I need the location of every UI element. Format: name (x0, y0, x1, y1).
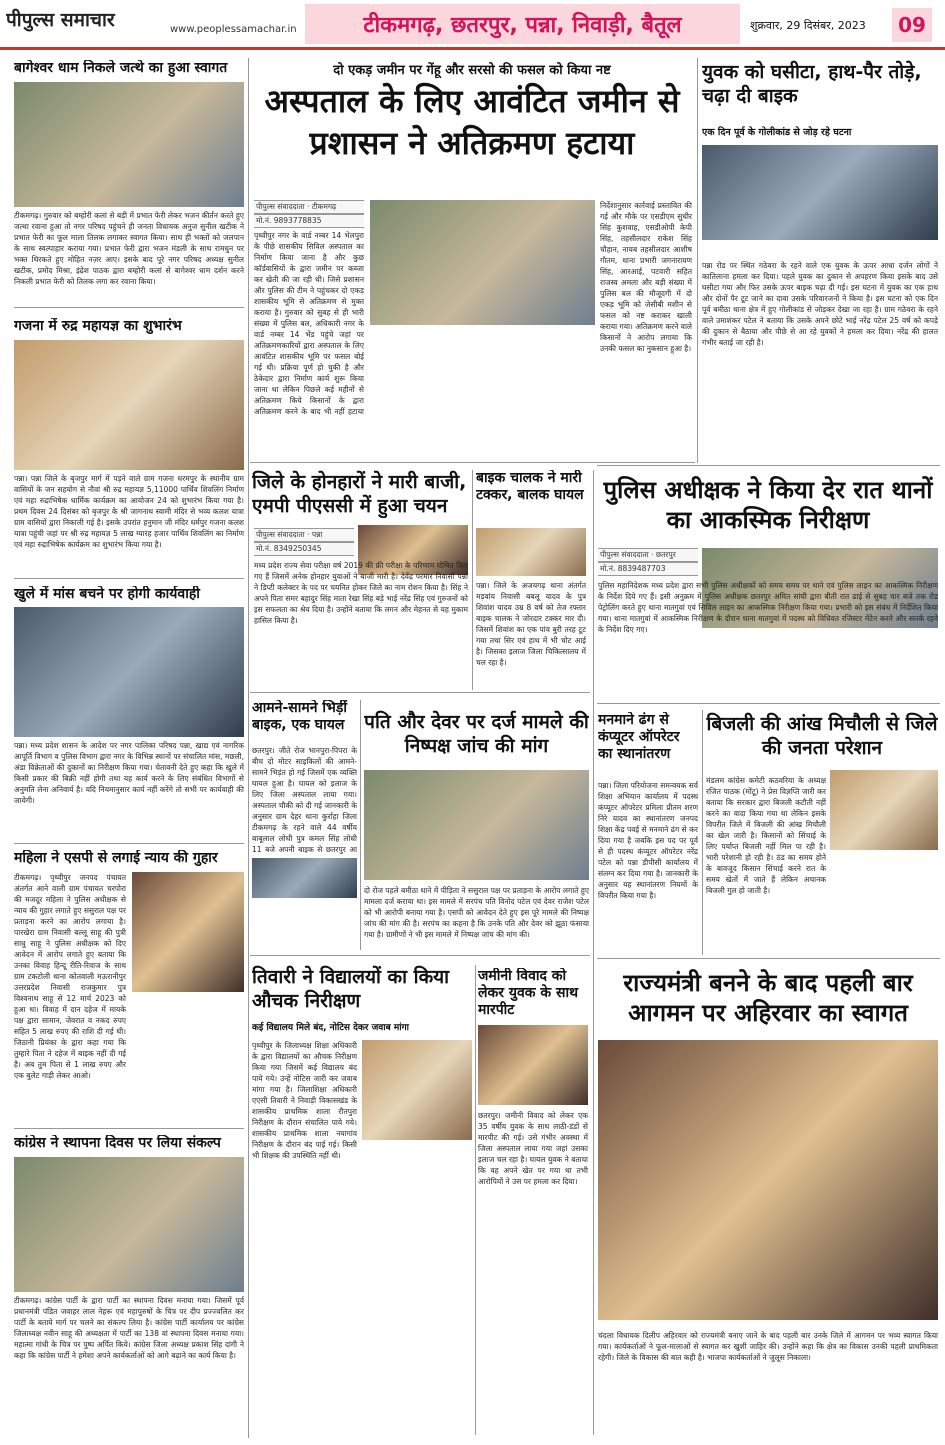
lead-article-b: निर्देशानुसार कार्रवाई प्रस्तावित की गई और मौके पर एसडीएम सुधीर सिंह कुशवाह, एसडीओपी केपी सिंह, तहसीलदार राकेश सिंह चौहान, नायब तहसीलदार आशीष गौतम, थाना प्रभारी जगनारायण सिंह, आरआई, पटवारी सहित राजस्व अमला और बड़ी संख्या में पुलिस बल की मौजूदगी में दो एकड़ भूमि को जेसीबी मशीन से फसल को नष्ट कराकर खाली कराया गया। अतिक्रमण करने वाले किसानों ने आरोप लगाया कि उनकी फसल का नुकसान हुआ है। (600, 201, 692, 353)
headline-youth-dragged: युवक को घसीटा, हाथ-पैर तोड़े, चढ़ा दी बाइक (702, 61, 922, 107)
article-congress: टीकमगढ़। कांग्रेस पार्टी के द्वारा पार्टी का स्थापना दिवस मनाया गया। जिसमें पूर्व प्रधानमंत्री पंडित जवाहर लाल नेहरू एवं महापुरुषों के चित्र पर दीप प्रज्ज्वलित कर पार्टी के बताये मार्ग पर चलने का संकल्प लिया है। कांग्रेस पार्टी कार्यालय पर कांग्रेस जिलाध्यक्ष नवीन साहू की अध्यक्षता में पार्टी का 138 वां स्थापना दिवस मनाया गया। महात्मा गांधी के चित्र पर पुष्प अर्पित किये। कांग्रेस जिला अध्यक्ष प्रकाश सिंह दांगी ने कहा कि कांग्रेस पार्टी ने हमेशा अपने कार्यकर्ताओं को आगे बढ़ाने का कार्य किया है। (14, 1296, 244, 1360)
newspaper-logo: पीपुल्स समाचार (6, 9, 115, 31)
headline-sp-inspection: पुलिस अधीक्षक ने किया देर रात थानों का आकस्मिक निरीक्षण (603, 476, 933, 534)
column-divider (593, 470, 594, 1435)
article-land-dispute: छतरपुर। जमीनी विवाद को लेकर एक 35 वर्षीय युवक के साथ लाठी-डंडों से मारपीट की गई। उसे गंभीर अवस्था में जिला अस्पताल लाया गया जहां उसका इलाज चल रहा है। घायल युवक ने बताया कि वह अपने खेत पर गया था तभी आरोपियों ने उस पर हमला कर दिया। (478, 1111, 588, 1186)
headline-bike-clash: आमने-सामने भिड़ीं बाइक, एक घायल (252, 700, 347, 733)
article-sarpanch: दो रोज पहले बमीठा थाने में पीड़िता ने ससुराल पक्ष पर प्रताड़ना के आरोप लगाते हुए मामला दर्ज कराया था। इस मामले में सरपंच पति विनोद पटेल एवं देवर राजेश पटेल को भी आरोपी बनाया गया है। एसपी को आवेदन देते हुए इस पूरे मामले की निष्पक्ष जांच की मांग की है। सरपंच का कहना है कि उनके पति और देवर को झूठा फंसाया गया है। ग्रामीणों ने भी इस मामले में निष्पक्ष जांच की मांग की। (364, 886, 589, 939)
byline-phone: मो.नं. 8349250345 (254, 542, 354, 556)
article-sp: पुलिस महानिदेशक मध्य प्रदेश द्वारा सभी पुलिस अधीक्षकों को समय समय पर थाने एवं पुलिस लाइन का आकस्मिक निरीक्षण के निर्देश दिये गए हैं। इसी अनुक्रम में पुलिस अधीक्षक छतरपुर अमित सांघी द्वारा बीती रात ढाई से सुबह चार बजे तक रोड पेट्रोलिंग करते हुए थाना मातगुवां एवं सिविल लाइन का आकस्मिक निरीक्षण किया गया। प्रभारी को इस संबंध में निर्देशित किया गया। थाना मातगुवां में आकस्मिक निरीक्षण के दौरान थाना मातगुवां में पदस्थ को विधिवत रजिस्टर मेंटेन करने और सतर्क रहने के निर्देश दिए गए। (598, 581, 938, 634)
divider (597, 703, 940, 704)
divider (14, 578, 244, 579)
byline-phone: मो.नं. 8839487703 (598, 562, 698, 576)
page-number: 09 (892, 8, 932, 42)
headline-operator: मनमाने ढंग से कंप्यूटर ऑपरेटर का स्थानांतरण (598, 712, 680, 762)
article-youth: पन्ना रोड पर स्थित गठेवरा के रहने वाले एक युवक के ऊपर आधा दर्जन लोगों ने कातिलाना हमला कर दिया। पहले युवक का दुकान से अपहरण किया इसके बाद उसे घसीटा गया और फिर उसके ऊपर बाइक चढ़ा दी गई। इस घटना में युवक का एक हाथ और दोनों पैर टूट जाने का दावा उसके परिवारजनों ने किया है। इस घटना को एक दिन पूर्व बमीठा थाना क्षेत्र में हुए गोलीकांड से जोड़कर देखा जा रहा है। ग्राम गठेवरा के रहने वाले उमाशंकर पटेल ने बताया कि उसके अपने छोटे भाई नरेंद्र पटेल 25 वर्ष को कपड़े की दुकान से बैठाया और पीछे से आ रहे युवकों ने हमला कर दिया। नरेंद्र की हालत गंभीर बताई जा रही है। (702, 261, 938, 347)
photo-encroachment (370, 200, 595, 325)
lead-headline: अस्पताल के लिए आवंटित जमीन से प्रशासन ने अतिक्रमण हटाया (264, 82, 680, 162)
headline-inspection: तिवारी ने विद्यालयों का किया औचक निरीक्षण (252, 966, 450, 1012)
headline-power-cut: बिजली की आंख मिचौली से जिले की जनता परेशान (706, 713, 938, 759)
headline-congress: कांग्रेस ने स्थापना दिवस पर लिया संकल्प (14, 1135, 221, 1151)
photo-meat (14, 607, 244, 737)
byline: पीपुल्स संवाददाता · टीकमगढ़ (254, 200, 364, 214)
divider (250, 692, 590, 693)
divider (360, 700, 361, 950)
divider (14, 843, 244, 844)
district-banner: टीकमगढ़, छतरपुर, पन्ना, निवाड़ी, बैतूल (305, 4, 740, 44)
photo-congress (14, 1157, 244, 1292)
headline-bageshwar: बागेश्वर धाम निकले जत्थे का हुआ स्वागत (14, 60, 228, 76)
article-operator: पन्ना। जिला परियोजना समन्वयक सर्व शिक्षा अभियान कार्यालय में पदस्थ कंप्यूटर ऑपरेटर प्रमिला प्रीतम शरण निरे यादव का स्थानांतरण जनपद शिक्षा केंद्र पवई से मनमाने ढंग से कर दिया गया है जबकि इस पद पर पूर्व से ही पदस्थ कंप्यूटर ऑपरेटर नरेंद्र पटेल को पन्ना डीपीसी कार्यालय में संलग्न कर दिया गया है। जानकारी के अनुसार यह स्थानांतरण नियमों के विपरीत किया गया है। (598, 781, 698, 900)
headline-woman: महिला ने एसपी से लगाई न्याय की गुहार (14, 850, 218, 866)
divider (250, 955, 590, 956)
column-divider (248, 58, 249, 1438)
article-gajna: पन्ना। पन्ना जिले के बृजपुर मार्ग में पड़ने वाले ग्राम गजना धरमपुर के स्थानीय ग्राम वासियों के जन सहयोग से नौवां श्री रुद्र महायज्ञ 5,11000 पार्थिव शिवलिंग निर्माण एवं महा रुद्राभिषेक धार्मिक कार्यक्रम का आयोजन 24 को शुभारंभ किया गया है। प्रथम दिवस 24 दिसंबर को बृजपुर के श्री जागनाथ स्वामी मंदिर से भव्य कलश यात्रा ग्राम वासियों द्वारा निकाली गई है। इसके उपरांत हनुमान जी मंदिर धर्मपुर गजना कलश यात्रा पहुंची जहां पर श्री रुद्र महायज्ञ 5 लाख ग्यारह हजार पार्थिव शिवलिंग का निर्माण एवं महा रुद्राभिषेक कार्यक्रम का शुभारंभ किया गया है। (14, 474, 244, 549)
photo-gajna (14, 340, 244, 470)
headline-land-dispute: जमीनी विवाद को लेकर युवक के साथ मारपीट (478, 968, 579, 1018)
lead-kicker: दो एकड़ जमीन पर गेंहू और सरसो की फसल को किया नष्ट (333, 63, 611, 78)
photo-youth (702, 145, 938, 240)
article-power: मंडलम कांग्रेस कमेटी कठवरिया के अध्यक्ष रजित पाठक (मोंटू) ने प्रेस विज्ञप्ति जारी कर बताया कि सरकार द्वारा बिजली कटौती नहीं करने का वादा किया गया था लेकिन इसके विपरीत जिले में बिजली की आंख मिचौली का खेल जारी है। किसानों को सिंचाई के लिए पर्याप्त बिजली नहीं मिल पा रही है। भारी परेशानी हो रही है। ठंड का समय होने के बावजूद किसान सिंचाई करने रात के समय खेतों में जाते हैं लेकिन अचानक बिजली गुल हो जाती है। (706, 776, 826, 895)
headline-accident: बाइक चालक ने मारी टक्कर, बालक घायल (476, 470, 584, 503)
edition-date: शुक्रवार, 29 दिसंबर, 2023 (750, 19, 866, 32)
photo-bike-clash (252, 858, 357, 898)
article-minister: चंदला विधायक दिलीप अहिरवार को राज्यमंत्री बनाए जाने के बाद पहली बार उनके जिले में आगमन पर भव्य स्वागत किया गया। कार्यकर्ताओं ने फूल-मालाओं से स्वागत कर खुशी जाहिर की। उन्होंने कहा कि क्षेत्र का विकास उनकी पहली प्राथमिकता रहेगी। जिले के विकास की बात कही है। भाजपा कार्यकर्ताओं ने जुलूस निकाला। (598, 1331, 938, 1362)
divider (250, 462, 695, 463)
article-bageshwar: टीकमगढ़। गुरुवार को बम्होरी कलां से बड़ी में प्रभात फेरी लेकर भजन कीर्तन करते हुए जत्था रवाना हुआ तो नगर परिषद पहुंचने ही जनता विधायक अनुज सुनील खटीक ने प्रभात फेरी का फूल माला तिलक लगाकर स्वागत किया। साथ ही भक्तों को जलपान के साथ स्वल्पाहार कराया गया। प्रभात फेरी द्वारा भजन मंडली के साथ रामधुन पर भक्त थिरकते हुए मोहित नज़र आए। इसके बाद पूरे नगर परिषद अध्यक्ष सुनील खटीक, प्रमोद मिश्रा, इंद्रेश पाठक द्वारा बम्होरी कलां से बागेश्वर धाम दर्शन करने निकली प्रभात फेरी को तिलक लगा कर रवाना किया। (14, 211, 244, 286)
photo-minister (598, 1040, 938, 1320)
headline-mppsc: जिले के होनहारों ने मारी बाजी, एमपी पीएससी में हुआ चयन (252, 471, 467, 517)
article-woman: टीकमगढ़। पृथ्वीपुर जनपद पंचायत अंतर्गत आने वाली ग्राम पंचायत चरपोरा की मजदूर महिला ने पुलिस अधीक्षक से न्याय की गुहार लगाते हुए ससुराल पक्ष पर प्रताड़ना करने का आरोप लगाया है। पारखेरा ग्राम निवासी बल्लू साहू की पुत्री साधु साहू ने पुलिस अधीक्षक को दिए आवेदन में आरोप लगाते हुए बताया कि उनका विवाह हिन्दू रीति-रिवाज के साथ ग्राम टकटोली थाना कोतवाली मऊरानीपुर उत्तरप्रदेश निवासी राजकुमार पुत्र विश्वनाथ साहू से 12 मार्च 2023 को हुआ था। विवाह में दान दहेज में मायके पक्ष द्वारा सामान, जेवरात व नकद रुपए सहित 5 लाख रुपए की राशि दी गई थी। जिठानी प्रियंका के द्वारा कहा गया कि तुम्हारे पिता ने दहेज में बाइक नहीं दी गई है। अब तुम पिता से 1 लाख रुपए और एक बुलेट गाड़ी लेकर आओ। (14, 873, 126, 1080)
photo-accident (476, 528, 586, 576)
photo-sarpanch (364, 770, 589, 880)
article-meat: पन्ना। मध्य प्रदेश शासन के आदेश पर नगर पालिका परिषद पन्ना, खाद्य एवं नागरिक आपूर्ति विभाग व पुलिस विभाग द्वारा नगर के विभिन्न स्थानों पर संचालित मांस, मछली, अंडा विक्रेताओं की दुकानों का निरीक्षण किया गया। चेतावनी देते हुए कहा कि खुले में किसी प्रकार की बिक्री नहीं होगी तथा यह कार्य करने के लिए संबंधित विभागों से अनुमति लेना अनिवार्य है। यदि नियमानुसार कार्य नहीं करेंगे तो सभी पर कार्यवाही की जायेगी। (14, 741, 244, 805)
photo-bageshwar (14, 82, 244, 207)
divider (702, 710, 703, 955)
photo-woman (132, 872, 244, 992)
headline-sarpanch: पति और देवर पर दर्ज मामले की निष्पक्ष जांच की मांग (364, 711, 589, 757)
photo-land-dispute (478, 1025, 588, 1105)
youth-subhead: एक दिन पूर्व के गोलीकांड से जोड़ रहे घटना (702, 127, 852, 138)
divider (14, 307, 244, 308)
byline: पीपुल्स संवाददाता · पन्ना (254, 528, 354, 542)
divider (472, 470, 473, 690)
divider (14, 1128, 244, 1129)
inspection-subhead: कई विद्यालय मिले बंद, नोटिस देकर जवाब मांगा (252, 1023, 409, 1033)
lead-article: पृथ्वीपुर नगर के वार्ड नम्बर 14 भेलपुरा के पीछे शासकीय सिविल अस्पताल का निर्माण किया जाना है और कुछ कॉर्डवासियों के द्वारा जमीन पर कब्जा कर खेती की जा रही थी। जिसे प्रशासन और पुलिस की टीम ने पहुंचकर दो एकड़ शासकीय भूमि से अतिक्रमण से मुक्त कराया है। गुरुवार को सुबह से ही भारी संख्या में पुलिस बल, अधिकारी नगर के वार्ड नम्बर 14 भेंड पहुंचे जहां पर अतिक्रमणकारियों द्वारा अस्पताल के लिए आवंटित शासकीय भूमि पर फसल बोई गई थी। प्रक्रिया पूर्ण हो चुकी है और ठेकेदार द्वारा निर्माण कार्य शुरू किया जाना था लेकिन पिछले कई महीनों से अतिक्रमण किये किसानों के द्वारा अतिक्रमण करने के बाद भी नहीं हटाया (254, 231, 364, 415)
article-bike-clash: छतरपुर। जीते रोज भानपुरा-पिपरा के बीच दो मोटर साइकिलों की आमने-सामने भिड़ंत हो गई जिसमें एक व्यक्ति घायल हुआ है। घायल को इलाज के लिए जिला अस्पताल लाया गया। अस्पताल चौकी को दी गई जानकारी के अनुसार ग्राम देहर थाना कुर्राहा जिला टीकमगढ़ के रहने वाले 44 वर्षीय बाबूलाल लोधी पुत्र कमल सिंह लोधी 11 बजे अपनी बाइक से छतरपुर आ (252, 746, 357, 854)
website-url[interactable]: www.peoplessamachar.in (170, 24, 297, 35)
photo-inspection (362, 1040, 472, 1140)
column-divider (697, 58, 698, 463)
divider (475, 965, 476, 1435)
page-header (0, 0, 945, 50)
headline-gajna: गजना में रुद्र महायज्ञ का शुभारंभ (14, 318, 182, 334)
headline-minister: राज्यमंत्री बनने के बाद पहली बार आगमन पर अहिरवार का स्वागत (623, 969, 913, 1027)
article-mppsc: मध्य प्रदेश राज्य सेवा परीक्षा वर्ष 2019 की फ्री परीक्षा के परिणाम घोषित किए गए हैं जिसमें अनेक होनहार युवाओं ने बाजी मारी है। देवेंद्र परमार निवासी पन्ना ने डिप्टी कलेक्टर के पद पर चयनित होकर जिले का नाम रोशन किया है। सिंह ने अपने पिता समर बहादुर सिंह माता रेखा सिंह बड़े भाई नरेंद्र सिंह एवं गुरुजनों को इस सफलता का श्रेय दिया है। उन्होंने बताया कि लगन और मेहनत से यह मुकाम हासिल किया है। (254, 561, 468, 625)
article-accident: पन्ना। जिले के अजयगढ़ थाना अंतर्गत मड़वांय निवासी बबलू यादव के पुत्र शिवांश यादव उम्र 8 वर्ष को तेज रफ्तार बाइक चालक ने जोरदार टक्कर मार दी। जिसमें शिवांश का एक पांव बुरी तरह टूट गया तथा सिर एवं हाथ में भी चोट आई है। जिसका इलाज जिला चिकित्सालय में चल रहा है। (476, 581, 586, 667)
article-inspection: पृथ्वीपुर के जिलाध्यक्ष शिक्षा अधिकारी के द्वारा विद्यालयों का औचक निरीक्षण किया गया जिसमें कई विद्यालय बंद पाये गये। उन्हें नोटिस जारी कर जवाब मांगा गया है। जिलाशिक्षा अधिकारी एएसी तिवारी ने निवाड़ी विकासखंड के शासकीय प्राथमिक शाला रौतपुरा निरीक्षण के दौरान संचालित पाये गये। शासकीय प्राथमिक शाला नयागांव निरीक्षण के दौरान बंद पाई गई। किसी भी शिक्षक की उपस्थिति नहीं थी। (252, 1041, 357, 1160)
photo-power (830, 770, 938, 850)
divider (597, 465, 940, 466)
byline: पीपुल्स संवाददाता · छतरपुर (598, 548, 698, 562)
byline-phone: मो.नं. 9893778835 (254, 214, 364, 228)
headline-meat: खुले में मांस बचने पर होगी कार्यवाही (14, 586, 200, 602)
divider (597, 958, 940, 959)
